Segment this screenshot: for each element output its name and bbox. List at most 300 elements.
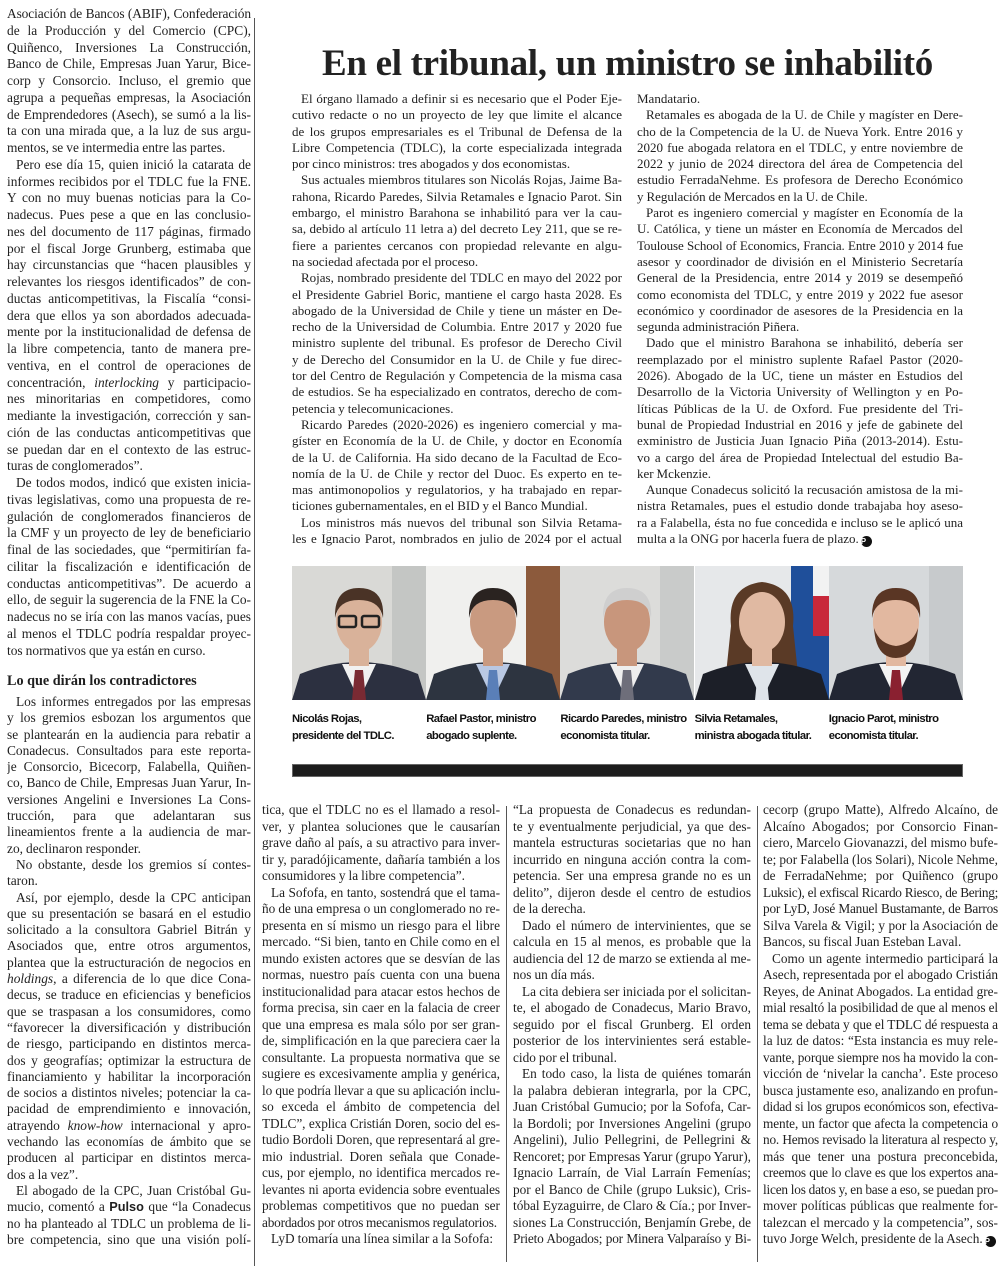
text-segment: En todo caso, la lista de quiénes tomarán [522,1066,751,1081]
caption-role: ministra abogada titular. [694,730,812,742]
paragraph [262,1231,500,1248]
text-segment: Dado que el ministro Barahona se inhabilitó, debería ser [646,335,963,351]
text-line [763,1017,998,1034]
text-line [7,1085,251,1101]
text-line [513,1050,751,1067]
text-line [7,1183,251,1199]
text-line [7,442,251,459]
text-segment: Alcaíno Abogados; por Consorcio Finan- [763,818,998,834]
caption-name: Rafael Pastor, ministro [426,713,536,725]
text-segment: decus, se traduce en eficiencias y beneficios [7,987,251,1003]
text-line [7,727,251,743]
text-segment: ello, de seguir la sugerencia de la FNE la Co- [7,592,251,608]
text-segment: Parot es ingeniero comercial y magíster en Economía de la [646,205,963,221]
text-segment: busca justamente eso, analizando en profun- [763,1082,998,1098]
text-segment: tica, que el TDLC no es el llamado a resol- [262,802,500,817]
text-segment: so exceda el ámbito de competencia del [262,1099,500,1114]
paragraph [637,482,963,547]
text-line [7,375,251,392]
text-segment: vante, porque siempre nos ha movido la con- [763,1049,998,1065]
photo-caption [426,711,560,745]
text-line [262,819,500,836]
text-line [7,1004,251,1020]
text-line [7,475,251,492]
text-line [7,408,251,425]
text-line [7,1216,251,1232]
end-of-article-icon: P [985,1236,996,1247]
text-line [637,515,963,531]
text-segment: plantea que la estructuración de negocios en [7,954,251,970]
text-line [7,987,251,1003]
text-line [7,743,251,759]
text-line [262,835,500,852]
text-segment: nes minoritarias en competidores, como [7,391,251,407]
text-segment: Banco de Chile, Empresas Juan Yarur, Bice- [7,56,251,72]
text-segment: no ha planteado al TDLC un problema de li- [7,1215,251,1231]
paragraph [292,270,622,417]
text-segment: final de las sociedades, que “permitirían fa- [7,542,251,557]
text-line [637,189,963,205]
text-segment: Quiñenco, Inversiones La Construcción, [7,39,251,55]
text-segment: cilitar la fiscalización e identificación de [7,558,251,574]
text-segment: recho de la Universidad de Columbia. Entre 2017 y 2020 fue [292,319,622,335]
text-segment: bunal de Propiedad Industrial en 2016 y jefe de gabinete del [637,416,963,432]
text-segment: segunda administración Piñera. [637,319,800,335]
text-line [262,802,500,819]
text-line [637,335,963,351]
text-line [262,1132,500,1149]
text-line [7,241,251,258]
text-line [637,319,963,335]
text-segment: dos a la vez”. [7,1166,79,1182]
text-segment: LyD tomaría una línea similar a la Sofofa: [271,1231,494,1246]
text-segment: por LyD, José Manuel Bustamante, de Barros [763,901,998,916]
text-segment: gíster en Economía de la U. de Chile, y doctor en Economía [292,433,622,449]
text-segment: ño de una empresa o un conglomerado no re- [262,901,500,916]
text-segment: delito”, dijeron desde el centro de estudios [513,884,751,900]
text-line [763,984,998,1001]
text-segment: embargo, el ministro Barahona se inhabilitó para ver la cau- [292,205,622,221]
text-line [637,417,963,433]
paragraph [292,172,622,270]
text-line [292,91,622,107]
text-line [637,433,963,449]
text-segment: cho de la Competencia de la U. de Nueva York. Entre 2016 y [637,123,963,139]
text-line [513,1000,751,1017]
text-segment: Como un agente intermedio participará la [772,950,998,966]
text-segment: que su presentación se basará en el estudio [7,905,251,921]
text-line [637,531,963,547]
paragraph [763,802,998,951]
text-segment: Sus actuales miembros titulares son Nicolás Rojas, Jaime Ba- [301,172,622,188]
text-line [262,1017,500,1034]
text-line [262,1198,500,1215]
text-line [7,492,251,509]
left-column-bottom [7,694,251,1248]
caption-role: presidente del TDLC. [292,730,394,742]
text-line [763,1165,998,1182]
text-segment: Silva Varela & Vigil; y por la Asociación de [763,917,998,933]
paragraph [292,515,622,548]
text-segment: la libre competencia, tanto de manera pre- [7,341,251,356]
text-segment: normas, nuestro país cuenta con una buena [262,967,500,982]
paragraph [7,157,251,475]
text-segment: se puedan dar en el contexto de las estruc- [7,441,251,457]
text-line [763,951,998,968]
text-segment: zo, declinaron responder. [7,840,141,856]
text-segment: Así, por ejemplo, desde la CPC anticipan [16,889,251,905]
text-line [763,868,998,885]
text-line [637,205,963,221]
text-segment: que se traspasan a los consumidores, como [7,1003,251,1019]
text-line [7,157,251,174]
text-segment: De todos modos, indicó que existen inicia- [16,475,251,490]
text-segment: no. Hemos revisado la literatura al respecto y, [763,1132,998,1147]
text-line [637,352,963,368]
text-line [763,819,998,836]
text-segment: petencia. Ser una empresa grande no es un [513,868,751,883]
text-segment: La cita debiera ser iniciada por el solicitan- [522,983,751,999]
text-line [262,1083,500,1100]
portrait-row [292,566,963,700]
caption-role: economista titular. [828,730,919,742]
text-line [7,626,251,643]
text-segment: mente por la institucionalidad de defensa de [7,324,251,340]
text-line [7,1232,251,1248]
text-line [637,254,963,270]
text-segment: Ricardo Paredes (2020-2026) es ingeniero comercial y ma- [301,416,622,432]
text-segment: tor del Centro de Regulación y Competencia de la misma casa [292,368,622,384]
text-line [7,857,251,873]
text-segment: Retamales es abogada de la U. de Chile y magíster en Dere- [646,107,963,123]
text-line [292,482,622,498]
text-segment: la luz de datos: “Esta instancia es muy rele- [763,1033,998,1048]
text-segment: por el Banco de Chile (grupo Luksic), Cris- [513,1181,751,1197]
text-line [637,287,963,303]
text-line [7,291,251,308]
caption-name: Nicolás Rojas, [292,713,362,725]
section-subheading: Lo que dirán los contradictores [7,673,197,689]
text-segment: Dado el número de intervinientes, que se [522,917,751,933]
text-segment: de socios a distintos niveles; potenciar la ca- [7,1085,251,1101]
text-line [7,123,251,140]
text-line [7,922,251,938]
text-segment: hay circunstancias que “hacen plausibles y [7,257,251,273]
paragraph [292,91,622,172]
text-segment: y los gremios esbozan los argumentos que [7,710,251,726]
text-segment: licen los datos y, en base a eso, se puedan pro- [763,1181,998,1197]
text-segment: Aunque Conadecus solicitó la recusación amistosa de la mi- [646,482,963,498]
text-line [513,868,751,885]
text-segment: nomía de la U. de Chile y rector del Duoc. Es experto en te- [292,465,622,481]
paragraph [637,107,963,205]
text-segment: financiamiento y habilitar la incorporación [7,1068,251,1084]
text-line [7,257,251,274]
text-line [7,592,251,609]
text-segment: concentración, [7,374,95,390]
text-segment: levantes ni aporta evidencia sobre eventuales [262,1181,500,1197]
text-line [763,934,998,951]
text-line [262,1231,500,1248]
text-line [7,1069,251,1085]
text-segment: gulación de conglomerados financieros de [7,508,251,524]
text-line [292,124,622,140]
text-line [292,531,622,547]
text-segment: mover políticas públicas que realmente for- [763,1198,998,1213]
text-segment: posterior de los intervinientes será estable- [513,1033,751,1048]
text-line [637,466,963,482]
text-segment: agrupa a pequeñas empresas, la Asociación [7,89,251,105]
text-segment: mentos, se ve intermedia entre las partes. [7,140,226,155]
text-segment: internacional y apro- [122,1117,251,1133]
paragraph [7,475,251,659]
text-line [262,1149,500,1166]
text-line [7,425,251,442]
text-segment: abordados por otros mecanismos regulatorios. [262,1214,497,1230]
text-line [262,852,500,869]
text-segment: Asociados que, entre otros argumentos, [7,938,251,954]
text-line [637,238,963,254]
text-segment: te; por Falabella (los Solari), Nicole Nehme, [763,851,998,867]
text-segment: de Emprendedores (Asech), se sumó a la lis- [7,106,251,122]
text-line [292,254,622,270]
text-segment: la palabra debieran integrarla, por la CPC, [513,1082,751,1098]
text-segment: lo que podría llevar a que su aplicación inclu- [262,1082,500,1098]
text-segment: audiencia del 12 de marzo se extienda al me- [513,950,751,966]
text-segment: nadecus. Pues pese a que en las conclusio- [7,207,251,222]
text-segment: vo a cargo del área de Propiedad Intelectual del estudio Ba- [637,449,963,465]
sidebar-column-1 [292,91,622,547]
text-segment: consumidores y la libre competencia”. [262,868,465,883]
text-line [763,885,998,902]
text-segment: Libre Competencia (TDLC), la corte especializada integrada [292,139,622,155]
text-segment: te, el abogado de Conadecus, Mario Bravo, [513,1000,751,1015]
lower-column-3 [763,802,998,1248]
column-divider [757,806,758,1262]
text-line [7,391,251,408]
text-line [262,1066,500,1083]
sidebar-column-2 [637,91,963,547]
text-line [513,802,751,819]
lower-column-1 [262,802,500,1248]
text-line [292,498,622,514]
text-segment: nistra Retamales, pues el estudio donde trabajaba hoy aseso- [637,498,963,514]
text-segment: mial resaltó la posibilidad de que al menos el [763,1000,998,1015]
text-line [763,1066,998,1083]
text-line [513,1132,751,1149]
text-segment: 2020 fue abogada relatora en el TDLC, y entre noviembre de [637,139,963,155]
text-segment: estudio FerradaNehme. Es profesora de Derecho Económico [637,172,963,188]
text-line [7,824,251,840]
text-segment: mente, un factor que afecta la competencia o [763,1115,998,1131]
text-segment: conductas anticompetitivas”. De acuerdo a [7,575,251,591]
paragraph [513,1066,751,1248]
text-line [7,1101,251,1117]
text-segment: de estudios. Se ha especializado en contratos, derecho de com- [292,384,622,400]
text-segment: consultante. La propuesta normativa que se [262,1049,500,1065]
text-line [262,901,500,918]
text-line [262,967,500,984]
text-segment: 2026). Abogado de la UC, tiene un máster en Estudios del [637,368,963,384]
text-line [262,1116,500,1133]
text-segment: mercado. “Si bien, tanto en Chile como en el [262,934,500,949]
text-segment: calcula en 15 al menos, es probable que la [513,934,751,949]
text-segment: Reyes, de Aninat Abogados. La entidad gre- [763,983,998,999]
text-segment: Ignacio Larraín, de Vial Larraín Femenías; [513,1165,751,1180]
text-line [7,576,251,593]
caption-name: Ricardo Paredes, ministro [560,713,687,725]
text-segment: y Regulación de Mercados en la U. de Chile. [637,188,868,204]
photo-caption [292,711,426,745]
text-line [262,951,500,968]
text-line [292,238,622,254]
text-segment: que una empresa es mala sólo por ser gran- [262,1016,500,1032]
photo-caption [560,711,694,745]
text-segment: La Sofofa, en tanto, sostendrá que el tama- [271,884,500,900]
text-segment: Asech, representada por el abogado Cristián [763,967,998,982]
text-line [262,934,500,951]
text-segment: mediante la investigación, corrección y san- [7,408,251,423]
column-divider [254,18,255,1266]
end-of-article-icon: P [861,536,872,547]
text-line [763,1033,998,1050]
text-segment: versiones Angelini e Inversiones La Cons- [7,791,251,807]
text-segment: U. Católica, y tiene un máster en Economía de Mercados del [637,221,963,237]
text-segment: tuvo Jorge Welch, presidente de la Asech. [763,1231,983,1246]
text-segment: Mandatario. [637,91,701,106]
text-line [292,515,622,531]
paragraph [292,417,622,515]
text-line [513,1231,751,1248]
text-segment: Bancos, su fiscal Juan Esteban Laval. [763,934,962,949]
text-line [7,509,251,526]
text-segment: siones La Construcción, Benjamín Grebe, de [513,1214,751,1230]
portrait-photo [829,566,963,700]
text-line [7,525,251,542]
text-segment: nes del documento de 117 páginas, firmado [7,223,251,239]
caption-role: economista titular. [560,730,650,742]
text-line [637,172,963,188]
text-line [7,358,251,375]
text-line [513,1116,751,1133]
text-segment: de riesgo, participando en distintos merca- [7,1036,251,1052]
text-segment: ker Mckenzie. [637,465,712,481]
text-segment: Desarrollo de la Victoria University of Wellington y en Po- [637,384,963,400]
text-segment: taron. [7,873,38,889]
text-segment: tos normativos que ya están en curso. [7,642,206,658]
text-line [7,1036,251,1052]
text-line [7,324,251,341]
text-line [763,1231,998,1248]
text-segment: Rojas, nombrado presidente del TDLC en mayo del 2022 por [301,270,622,286]
text-line [7,1150,251,1166]
text-line [7,458,251,475]
text-line [262,1033,500,1050]
text-segment: mio industrial. Doren señala que Conade- [262,1148,500,1164]
text-segment: Angelini), Julio Pellegrini, de Pellegrini & [513,1132,751,1147]
text-segment: multa a la ONG por hacerla fuera de plazo. [637,531,859,547]
text-segment: económico y coordinador de asesores de la Presidencia en la [637,302,963,318]
text-line [763,1116,998,1133]
caption-name: Silvia Retamales, [694,713,778,725]
text-line [262,1182,500,1199]
text-line [292,107,622,123]
text-line [262,918,500,935]
text-segment: de la Producción y del Comercio (CPC), [7,22,251,38]
text-line [7,1020,251,1036]
text-line [7,971,251,987]
text-line [7,224,251,241]
text-segment: informes recibidos por el TDLC fue la FNE. [7,173,251,189]
text-segment: ductas anticompetitivas, la Fiscalía “consi- [7,290,251,306]
left-column-top [7,6,251,659]
text-segment: tóbal Eyzaguirre, de Claro & Cía.; por Inver- [513,1198,751,1213]
text-line [763,901,998,918]
text-line [292,450,622,466]
paragraph [513,802,751,918]
text-line [7,1134,251,1150]
text-line [7,694,251,710]
text-line [7,73,251,90]
text-segment: na sociedad afectada por el proceso. [292,253,479,269]
text-line [7,938,251,954]
text-line [7,890,251,906]
text-segment: Y con no muy buenas noticias para la Co- [7,190,251,206]
text-line [637,270,963,286]
paragraph [7,857,251,890]
text-segment: asesor y coordinador de división en el Ministerio Secretaría [637,253,963,269]
paragraph [637,335,963,482]
text-line [7,308,251,325]
text-segment: ver, y plantea soluciones que le causarían [262,818,500,834]
text-line [7,90,251,107]
text-line [513,1033,751,1050]
text-segment: ticiones gubernamentales, en el BID y el Banco Mundial. [292,498,588,514]
text-line [513,1099,751,1116]
text-line [513,1017,751,1034]
text-segment: trucción, para que adelantaran sus [7,808,251,824]
text-segment: cido por el tribunal. [513,1049,617,1065]
text-segment: El abogado de la CPC, Juan Cristóbal Gu- [16,1182,251,1198]
text-line [7,23,251,40]
text-segment: pacidad de emprendimiento e innovación, [7,1101,251,1117]
text-line [7,808,251,824]
text-line [7,1167,251,1183]
text-segment: ción de las conductas anticompetitivas que [7,424,251,440]
text-segment: la Bordoli; por Inversiones Angelini (grupo [513,1115,751,1131]
text-line [7,710,251,726]
text-segment: creemos que lo clave es que los expertos ana- [763,1165,998,1180]
text-line [513,967,751,984]
text-line [637,124,963,140]
text-line [763,1215,998,1232]
text-segment: problemas competitivos que no puedan ser [262,1198,500,1213]
text-line [292,303,622,319]
text-line [7,190,251,207]
text-line [7,274,251,291]
text-segment: “favorecer la diversificación y distribución [7,1019,251,1035]
publication-name: Pulso [109,1199,144,1215]
text-segment: reemplazado por el ministro suplente Rafael Pastor (2020- [637,351,963,367]
text-line [292,189,622,205]
text-line [763,852,998,869]
text-segment: Pero ese día 15, quien inició la catarata de [16,156,251,172]
text-line [763,1000,998,1017]
text-line [513,835,751,852]
text-segment: presenta en sí mismo un riesgo para el libre [262,917,500,933]
text-line [513,984,751,1001]
text-segment: de la U. de California. Ha sido decano de la Facultad de Eco- [292,449,622,465]
